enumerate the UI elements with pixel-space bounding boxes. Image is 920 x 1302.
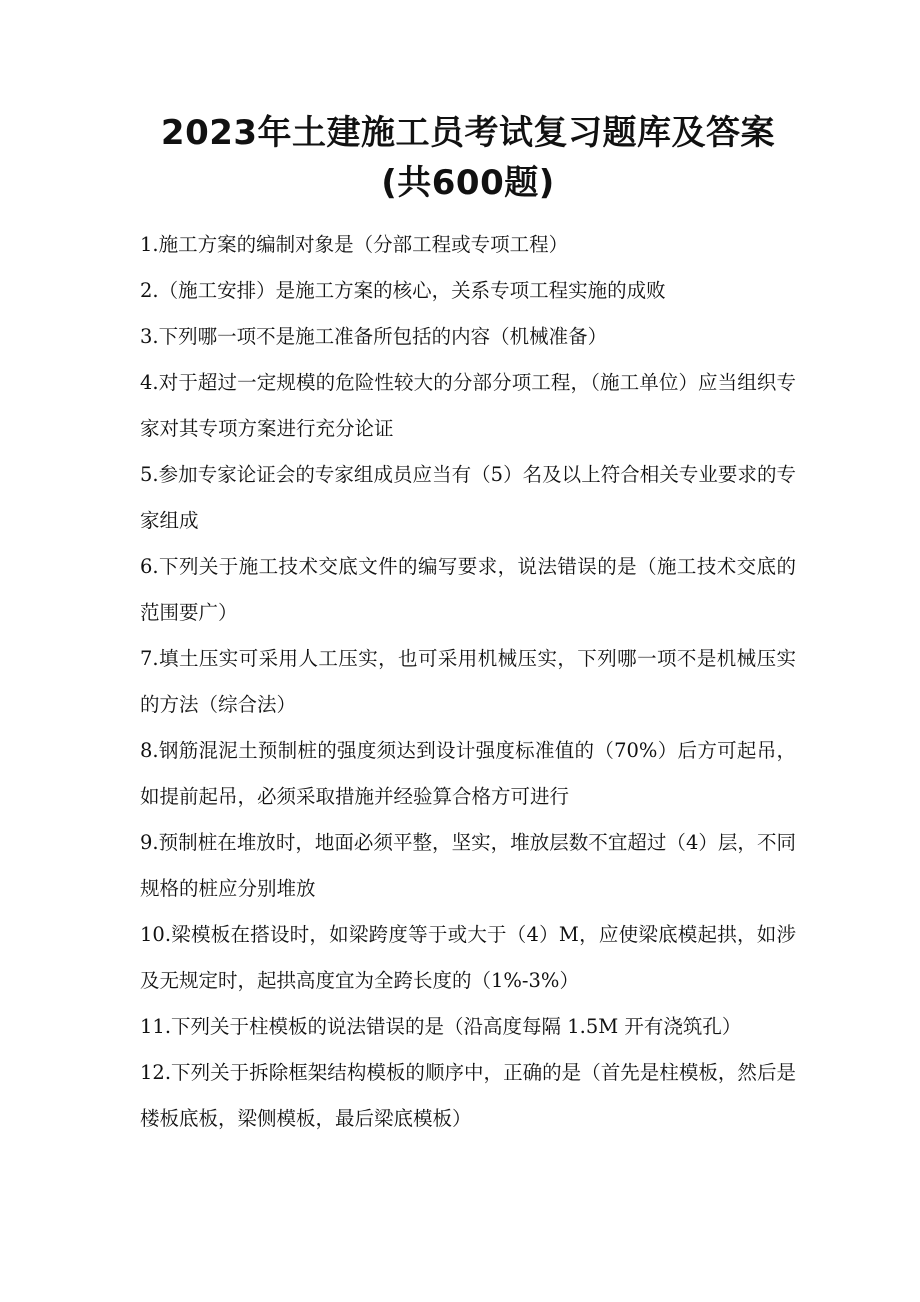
question-item: 12.下列关于拆除框架结构模板的顺序中，正确的是（首先是柱模板，然后是楼板底板，梁侧模板，最后梁底模板） (140, 1061, 796, 1130)
question-item: 4.对于超过一定规模的危险性较大的分部分项工程，（施工单位）应当组织专家对其专项方案进行充分论证 (140, 371, 796, 440)
question-item: 2.（施工安排）是施工方案的核心，关系专项工程实施的成败 (140, 279, 666, 302)
question-item: 6.下列关于施工技术交底文件的编写要求，说法错误的是（施工技术交底的范围要广） (140, 555, 796, 624)
question-item: 1.施工方案的编制对象是（分部工程或专项工程） (140, 233, 569, 256)
question-item: 7.填土压实可采用人工压实，也可采用机械压实，下列哪一项不是机械压实的方法（综合法） (140, 647, 796, 716)
question-item: 8.钢筋混泥土预制桩的强度须达到设计强度标准值的（70%）后方可起吊，如提前起吊，必须采取措施并经验算合格方可进行 (140, 739, 796, 808)
question-item: 3.下列哪一项不是施工准备所包括的内容（机械准备） (140, 325, 608, 348)
question-item: 5.参加专家论证会的专家组成员应当有（5）名及以上符合相关专业要求的专家组成 (140, 463, 796, 532)
question-item: 11.下列关于柱模板的说法错误的是（沿高度每隔 1.5M 开有浇筑孔） (140, 1015, 742, 1038)
document-title: 2023年土建施工员考试复习题库及答案(共600题) (160, 113, 776, 203)
question-item: 10.梁模板在搭设时，如梁跨度等于或大于（4）M，应使梁底模起拱，如涉及无规定时，起拱高度宜为全跨长度的（1%-3%） (140, 923, 796, 992)
question-item: 9.预制桩在堆放时，地面必须平整，坚实，堆放层数不宜超过（4）层，不同规格的桩应分别堆放 (140, 831, 796, 900)
question-list (140, 222, 796, 1142)
